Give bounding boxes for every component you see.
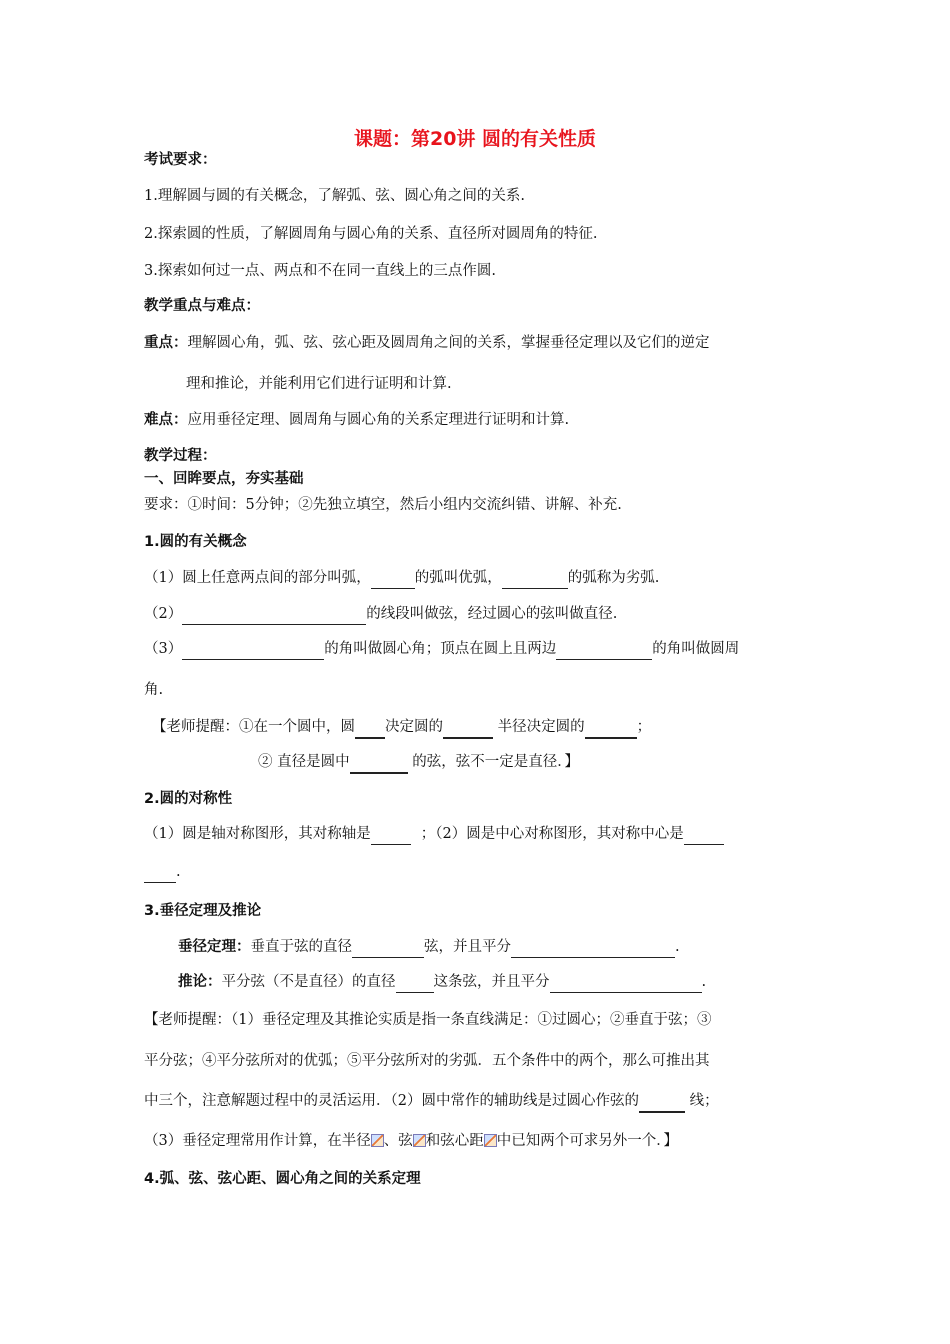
theorem-text-b: 弦，并且平分 xyxy=(424,939,511,955)
image-placeholder-icon xyxy=(413,1134,426,1147)
blank xyxy=(352,937,424,958)
blank xyxy=(511,937,675,958)
process-heading: 教学过程： xyxy=(144,448,217,464)
image-placeholder-icon xyxy=(484,1134,497,1147)
concept-question-2 xyxy=(144,604,617,625)
key-point-line-2: 理和推论，并能利用它们进行证明和计算. xyxy=(186,376,452,392)
blank xyxy=(182,639,324,660)
blank xyxy=(443,717,493,739)
tip2-text-b: 的弦，弦不一定是直径．】 xyxy=(407,754,579,770)
corollary-label: 推论： xyxy=(178,974,222,990)
teacher-tip-1 xyxy=(152,717,651,739)
blank xyxy=(585,717,637,739)
tip2-text-a: ② 直径是圆中 xyxy=(258,754,350,770)
corollary-text-a: 平分弦（不是直径）的直径 xyxy=(221,974,396,990)
theorem-line xyxy=(178,937,680,958)
theorem-text-c: . xyxy=(675,939,680,955)
blank xyxy=(371,568,415,589)
tip4-text-d: 中已知两个可求另外一个．】 xyxy=(496,1133,678,1149)
q2-text-b: 的线段叫做弦，经过圆心的弦叫做直径. xyxy=(366,606,618,622)
symmetry-heading: 2.圆的对称性 xyxy=(144,791,233,807)
perpendicular-heading: 3.垂径定理及推论 xyxy=(144,903,262,919)
blank xyxy=(355,717,385,739)
blank xyxy=(182,604,366,625)
concepts-heading: 1.圆的有关概念 xyxy=(144,534,247,550)
q3-text-b: 的角叫做圆心角；顶点在圆上且两边 xyxy=(324,641,557,657)
tip1-text-b: 决定圆的 xyxy=(385,719,443,735)
requirement-line: 要求：①时间：5分钟；②先独立填空，然后小组内交流纠错、讲解、补充. xyxy=(144,497,622,513)
exam-item-2: 2.探索圆的性质，了解圆周角与圆心角的关系、直径所对圆周角的特征. xyxy=(144,226,598,242)
q1-text-a: （1）圆上任意两点间的部分叫弧， xyxy=(144,570,371,586)
blank xyxy=(684,824,724,845)
hard-point-text: 应用垂径定理、圆周角与圆心角的关系定理进行证明和计算. xyxy=(187,412,570,428)
key-point-line-1 xyxy=(144,333,710,353)
tip4-text-c: 和弦心距 xyxy=(425,1133,484,1149)
section-1-heading: 一、回眸要点，夯实基础 xyxy=(144,471,304,487)
teacher-tip-3-line-4 xyxy=(144,1131,678,1151)
blank xyxy=(639,1091,685,1113)
key-point-text: 理解圆心角，弧、弦、弦心距及圆周角之间的关系，掌握垂径定理以及它们的逆定 xyxy=(187,335,710,351)
tip4-text-b: 、弦 xyxy=(383,1133,413,1149)
q1-text-b: 的弧叫优弧， xyxy=(414,570,502,586)
exam-item-3: 3.探索如何过一点、两点和不在同一直线上的三点作圆. xyxy=(144,263,496,279)
q3-text-a: （3） xyxy=(144,641,183,657)
exam-requirements-heading: 考试要求： xyxy=(144,152,217,168)
image-placeholder-icon xyxy=(371,1134,384,1147)
sym-text-b: ；（2）圆是中心对称图形，其对称中心是 xyxy=(420,826,684,842)
focus-heading: 教学重点与难点： xyxy=(144,298,260,314)
relation-heading: 4.弧、弦、弦心距、圆心角之间的关系定理 xyxy=(144,1171,421,1187)
corollary-text-c: . xyxy=(701,974,707,990)
hard-point-label: 难点： xyxy=(144,412,188,428)
blank xyxy=(396,972,434,993)
blank xyxy=(144,862,176,883)
symmetry-question xyxy=(144,824,724,845)
blank xyxy=(550,972,702,993)
blank xyxy=(556,639,652,660)
tip1-text-a: 【老师提醒：①在一个圆中，圆 xyxy=(152,719,355,735)
theorem-text-a: 垂直于弦的直径 xyxy=(250,939,352,955)
sym-text-a: （1）圆是轴对称图形，其对称轴是 xyxy=(144,826,371,842)
concept-question-3 xyxy=(144,639,739,660)
corollary-text-b: 这条弦，并且平分 xyxy=(433,974,550,990)
page-title: 课题：第20讲 圆的有关性质 xyxy=(353,128,597,150)
q1-text-c: 的弧称为劣弧. xyxy=(567,570,660,586)
exam-item-1: 1.理解圆与圆的有关概念，了解弧、弦、圆心角之间的关系. xyxy=(144,188,525,204)
tip1-text-c: 半径决定圆的 xyxy=(493,719,585,735)
blank xyxy=(371,824,411,845)
tip1-text-d: ； xyxy=(636,719,652,735)
concept-question-1 xyxy=(144,568,659,589)
sym-text-c: . xyxy=(176,864,181,880)
key-point-label: 重点： xyxy=(144,335,188,351)
teacher-tip-2 xyxy=(258,752,579,774)
tip4-text-a: （3）垂径定理常用作计算，在半径 xyxy=(144,1133,371,1149)
corollary-line xyxy=(178,972,706,993)
tip3-text-a: 中三个，注意解题过程中的灵活运用．（2）圆中常作的辅助线是过圆心作弦的 xyxy=(144,1093,639,1109)
q3-text-c: 的角叫做圆周 xyxy=(652,641,740,657)
teacher-tip-3-line-2: 平分弦；④平分弦所对的优弧；⑤平分弦所对的劣弧．五个条件中的两个，那么可推出其 xyxy=(144,1053,710,1069)
q2-text-a: （2） xyxy=(144,606,183,622)
hard-point-line xyxy=(144,410,569,430)
symmetry-question-tail xyxy=(144,862,181,883)
teacher-tip-3-line-1: 【老师提醒：（1）垂径定理及其推论实质是指一条直线满足：①过圆心；②垂直于弦；③ xyxy=(144,1012,712,1028)
blank xyxy=(502,568,568,589)
concept-question-3-tail: 角. xyxy=(144,682,164,698)
teacher-tip-3-line-3 xyxy=(144,1091,719,1113)
theorem-label: 垂径定理： xyxy=(178,939,251,955)
blank xyxy=(350,752,408,774)
tip3-text-b: 线； xyxy=(684,1093,719,1109)
